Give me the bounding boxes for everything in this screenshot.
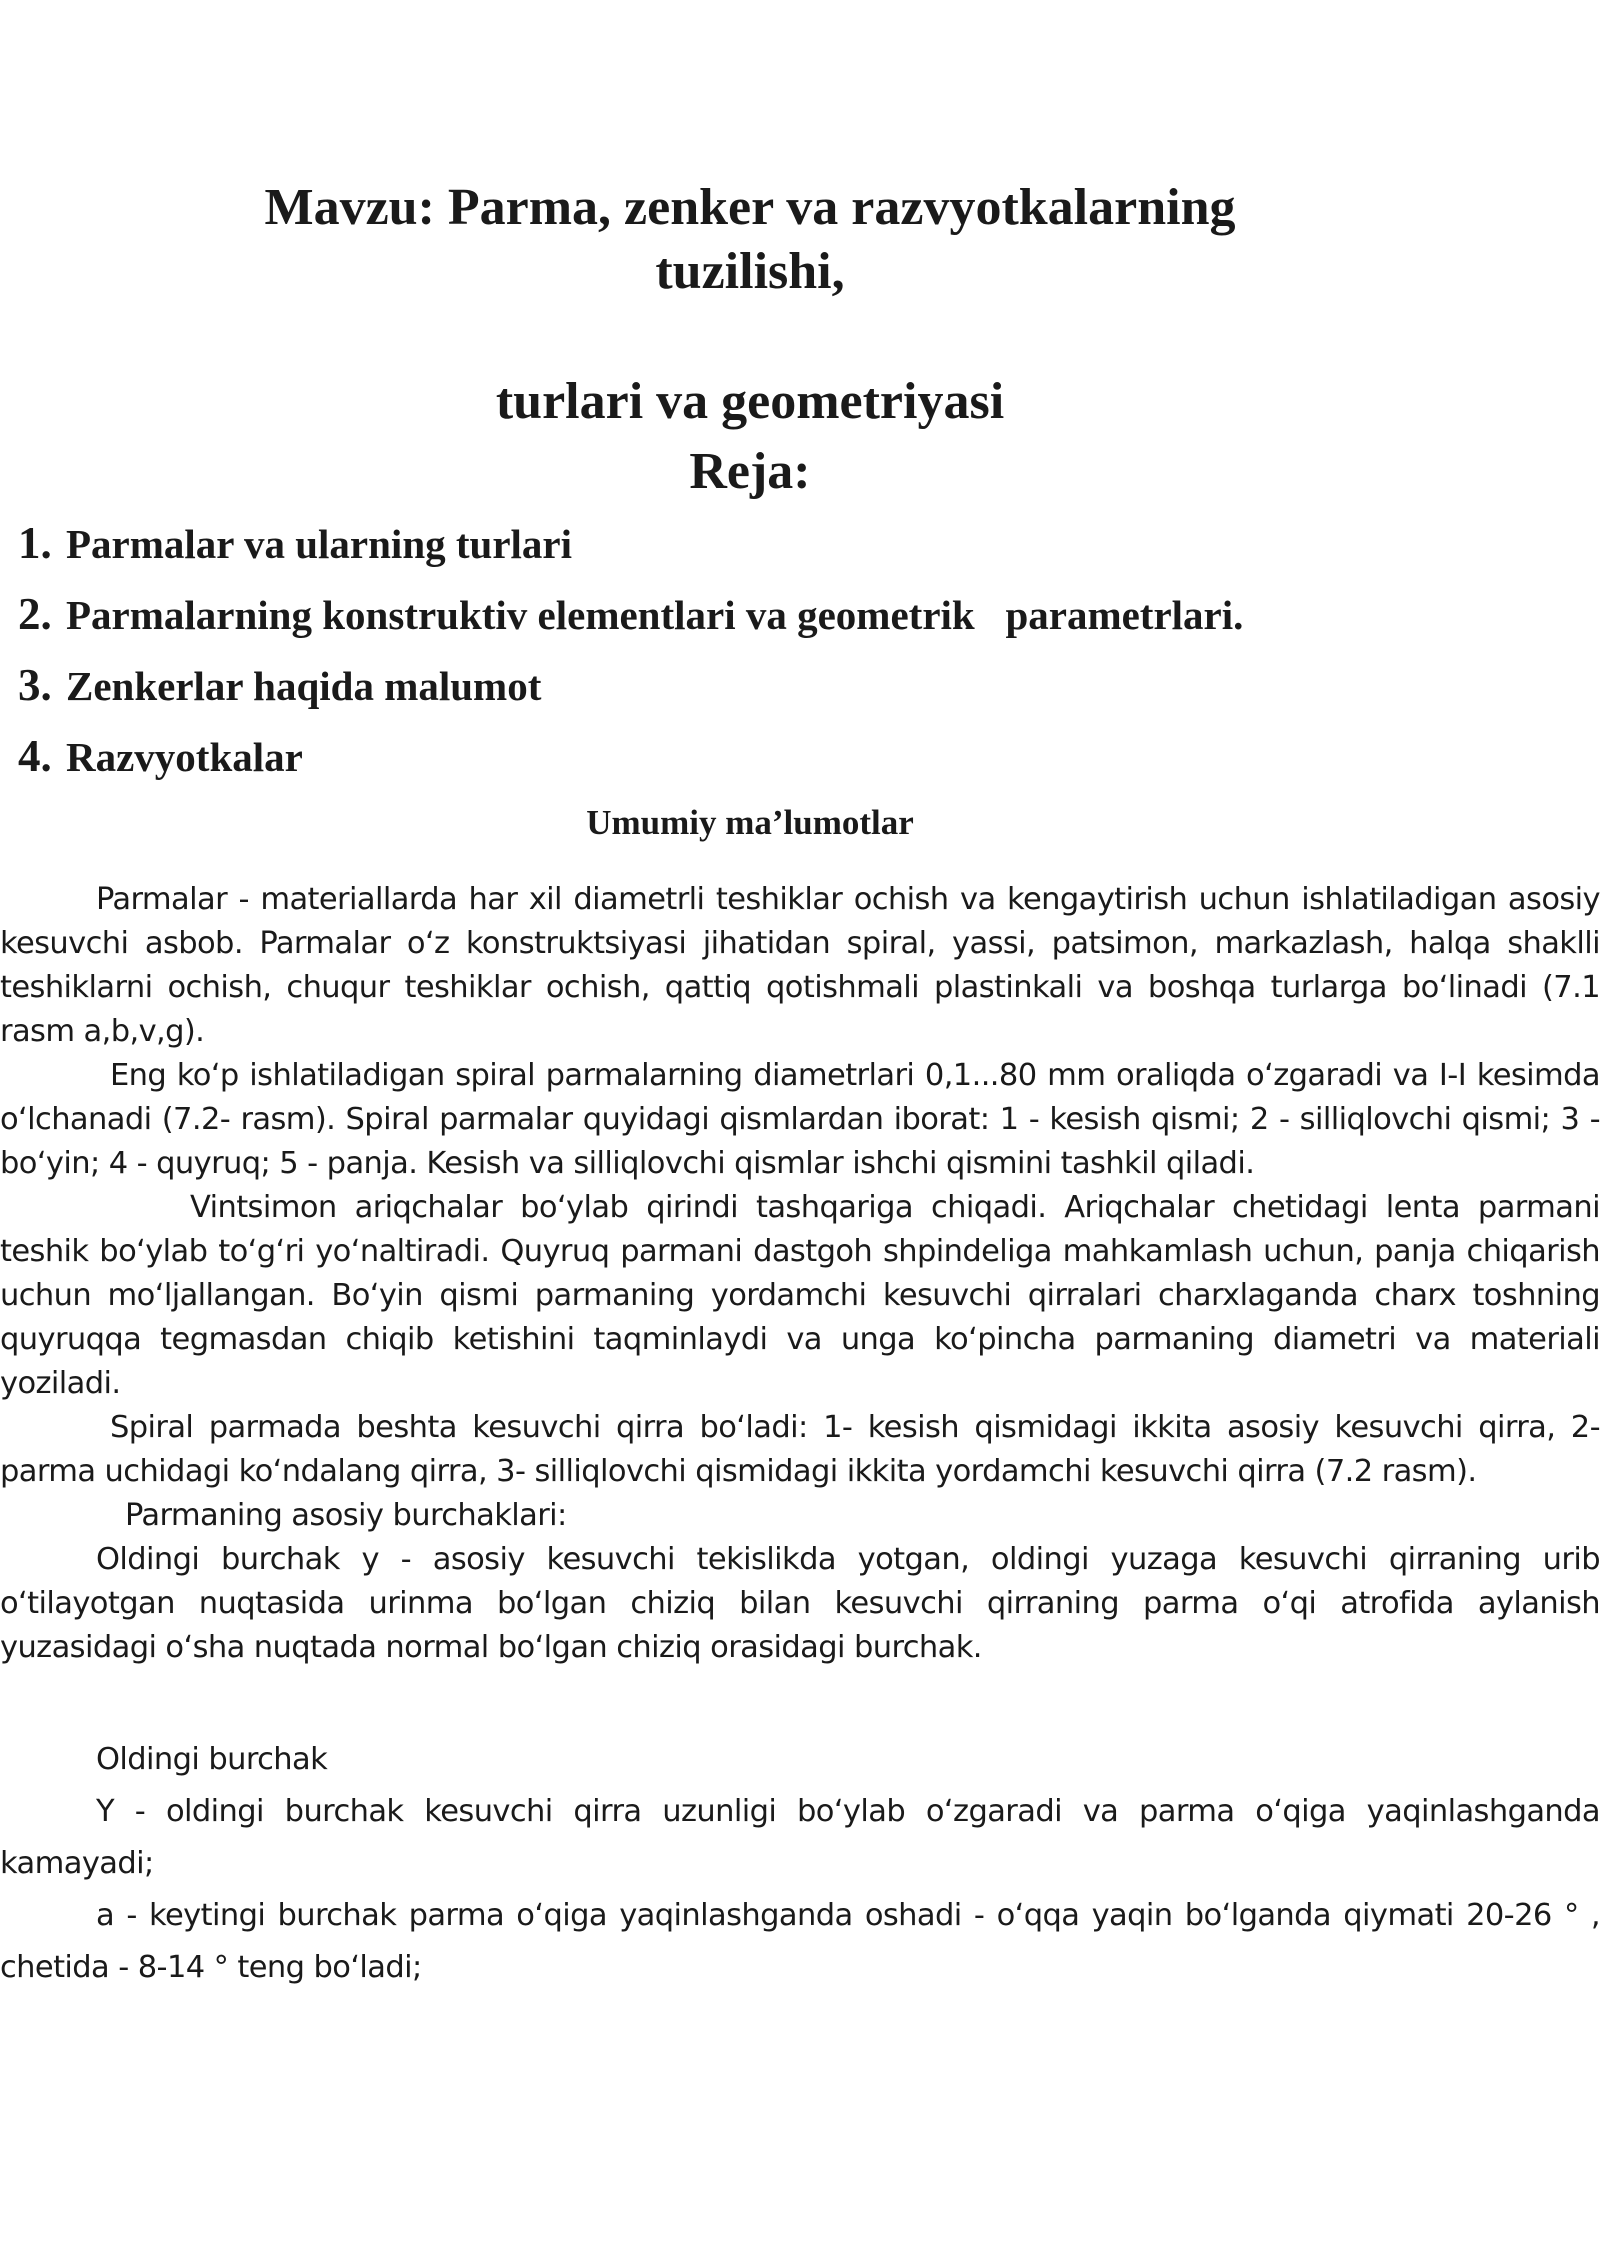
plan-item-text: Parmalar va ularning turlari xyxy=(66,521,573,567)
paragraph: Oldingi burchak y - asosiy kesuvchi tekislikda yotgan, oldingi yuzaga kesuvchi qirraning urib oʻtilayotgan nuqtasida urinma boʻlgan chiziq bilan kesuvchi qirraning parma oʻqi atrofida aylanish yuzasidagi oʻsha nuqtada normal boʻlgan chiziq orasidagi burchak. xyxy=(0,1542,1600,1665)
plan-item-number: 2. xyxy=(18,589,52,639)
paragraph: Spiral parmada beshta kesuvchi qirra boʻladi: 1- kesish qismidagi ikkita asosiy kesuvchi qirra, 2- parma uchidagi koʻndalang qirra, 3- silliqlovchi qismidagi ikkita yordamchi kesuvchi qirra (7.2 rasm). xyxy=(0,1410,1600,1489)
section-heading: Umumiy ma’lumotlar xyxy=(586,803,914,842)
paragraph: a - keytingi burchak parma oʻqiga yaqinlashganda oshadi - oʻqqa yaqin boʻlganda qiymati 20-26 ° , chetida - 8-14 ° teng boʻladi; xyxy=(0,1898,1600,1985)
paragraph: Y - oldingi burchak kesuvchi qirra uzunligi boʻylab oʻzgaradi va parma oʻqiga yaqinlashganda kamayadi; xyxy=(0,1794,1600,1881)
plan-item-number: 4. xyxy=(18,731,52,781)
plan-item-text: Razvyotkalar xyxy=(66,734,303,780)
plan-item-text: Zenkerlar haqida malumot xyxy=(66,663,542,709)
plan-item xyxy=(18,583,1243,654)
plan-list xyxy=(18,512,1243,796)
paragraph-gap xyxy=(0,1670,1600,1734)
paragraph: Oldingi burchak xyxy=(96,1742,328,1777)
plan-item xyxy=(18,512,1243,583)
plan-item xyxy=(18,654,1243,725)
paragraph: Parmalar - materiallarda har xil diametrli teshiklar ochish va kengaytirish uchun ishlatiladigan asosiy kesuvchi asbob. Parmalar oʻz konstruktsiyasi jihatidan spiral, yassi, patsimon, markazlash, halqa shaklli teshiklarni ochish, chuqur teshiklar ochish, qattiq qotishmali plastinkali va boshqa turlarga boʻlinadi (7.1 rasm a,b,v,g). xyxy=(0,882,1600,1049)
plan-item-number: 3. xyxy=(18,660,52,710)
plan-item-text: Parmalarning konstruktiv elementlari va geometrik parametrlari. xyxy=(66,592,1244,638)
paragraph: Parmaning asosiy burchaklari: xyxy=(125,1498,567,1533)
document-title: Mavzu: Parma, zenker va razvyotkalarning tuzilishi, xyxy=(264,179,1236,300)
paragraph: Vintsimon ariqchalar boʻylab qirindi tashqariga chiqadi. Ariqchalar chetidagi lenta parmani teshik boʻylab toʻgʻri yoʻnaltiradi. Quyruq parmani dastgoh shpindeliga mahkamlash uchun, panja chiqarish uchun moʻljallangan. Boʻyin qismi parmaning yordamchi kesuvchi qirralari charxlaganda charx toshning quyruqqa tegmasdan chiqib ketishini taqminlaydi va unga koʻpincha parmaning diametri va materiali yoziladi. xyxy=(0,1190,1600,1401)
paragraph: Eng koʻp ishlatiladigan spiral parmalarning diametrlari 0,1...80 mm oraliqda oʻzgaradi va I-I kesimda oʻlchanadi (7.2- rasm). Spiral parmalar quyidagi qismlardan iborat: 1 - kesish qismi; 2 - silliqlovchi qismi; 3 - boʻyin; 4 - quyruq; 5 - panja. Kesish va silliqlovchi qismlar ishchi qismini tashkil qiladi. xyxy=(0,1058,1600,1181)
plan-item xyxy=(18,725,1243,796)
plan-item-number: 1. xyxy=(18,518,52,568)
plan-heading: Reja: xyxy=(689,443,811,500)
body-text xyxy=(0,878,1600,1994)
document-subtitle: turlari va geometriyasi xyxy=(495,373,1005,430)
